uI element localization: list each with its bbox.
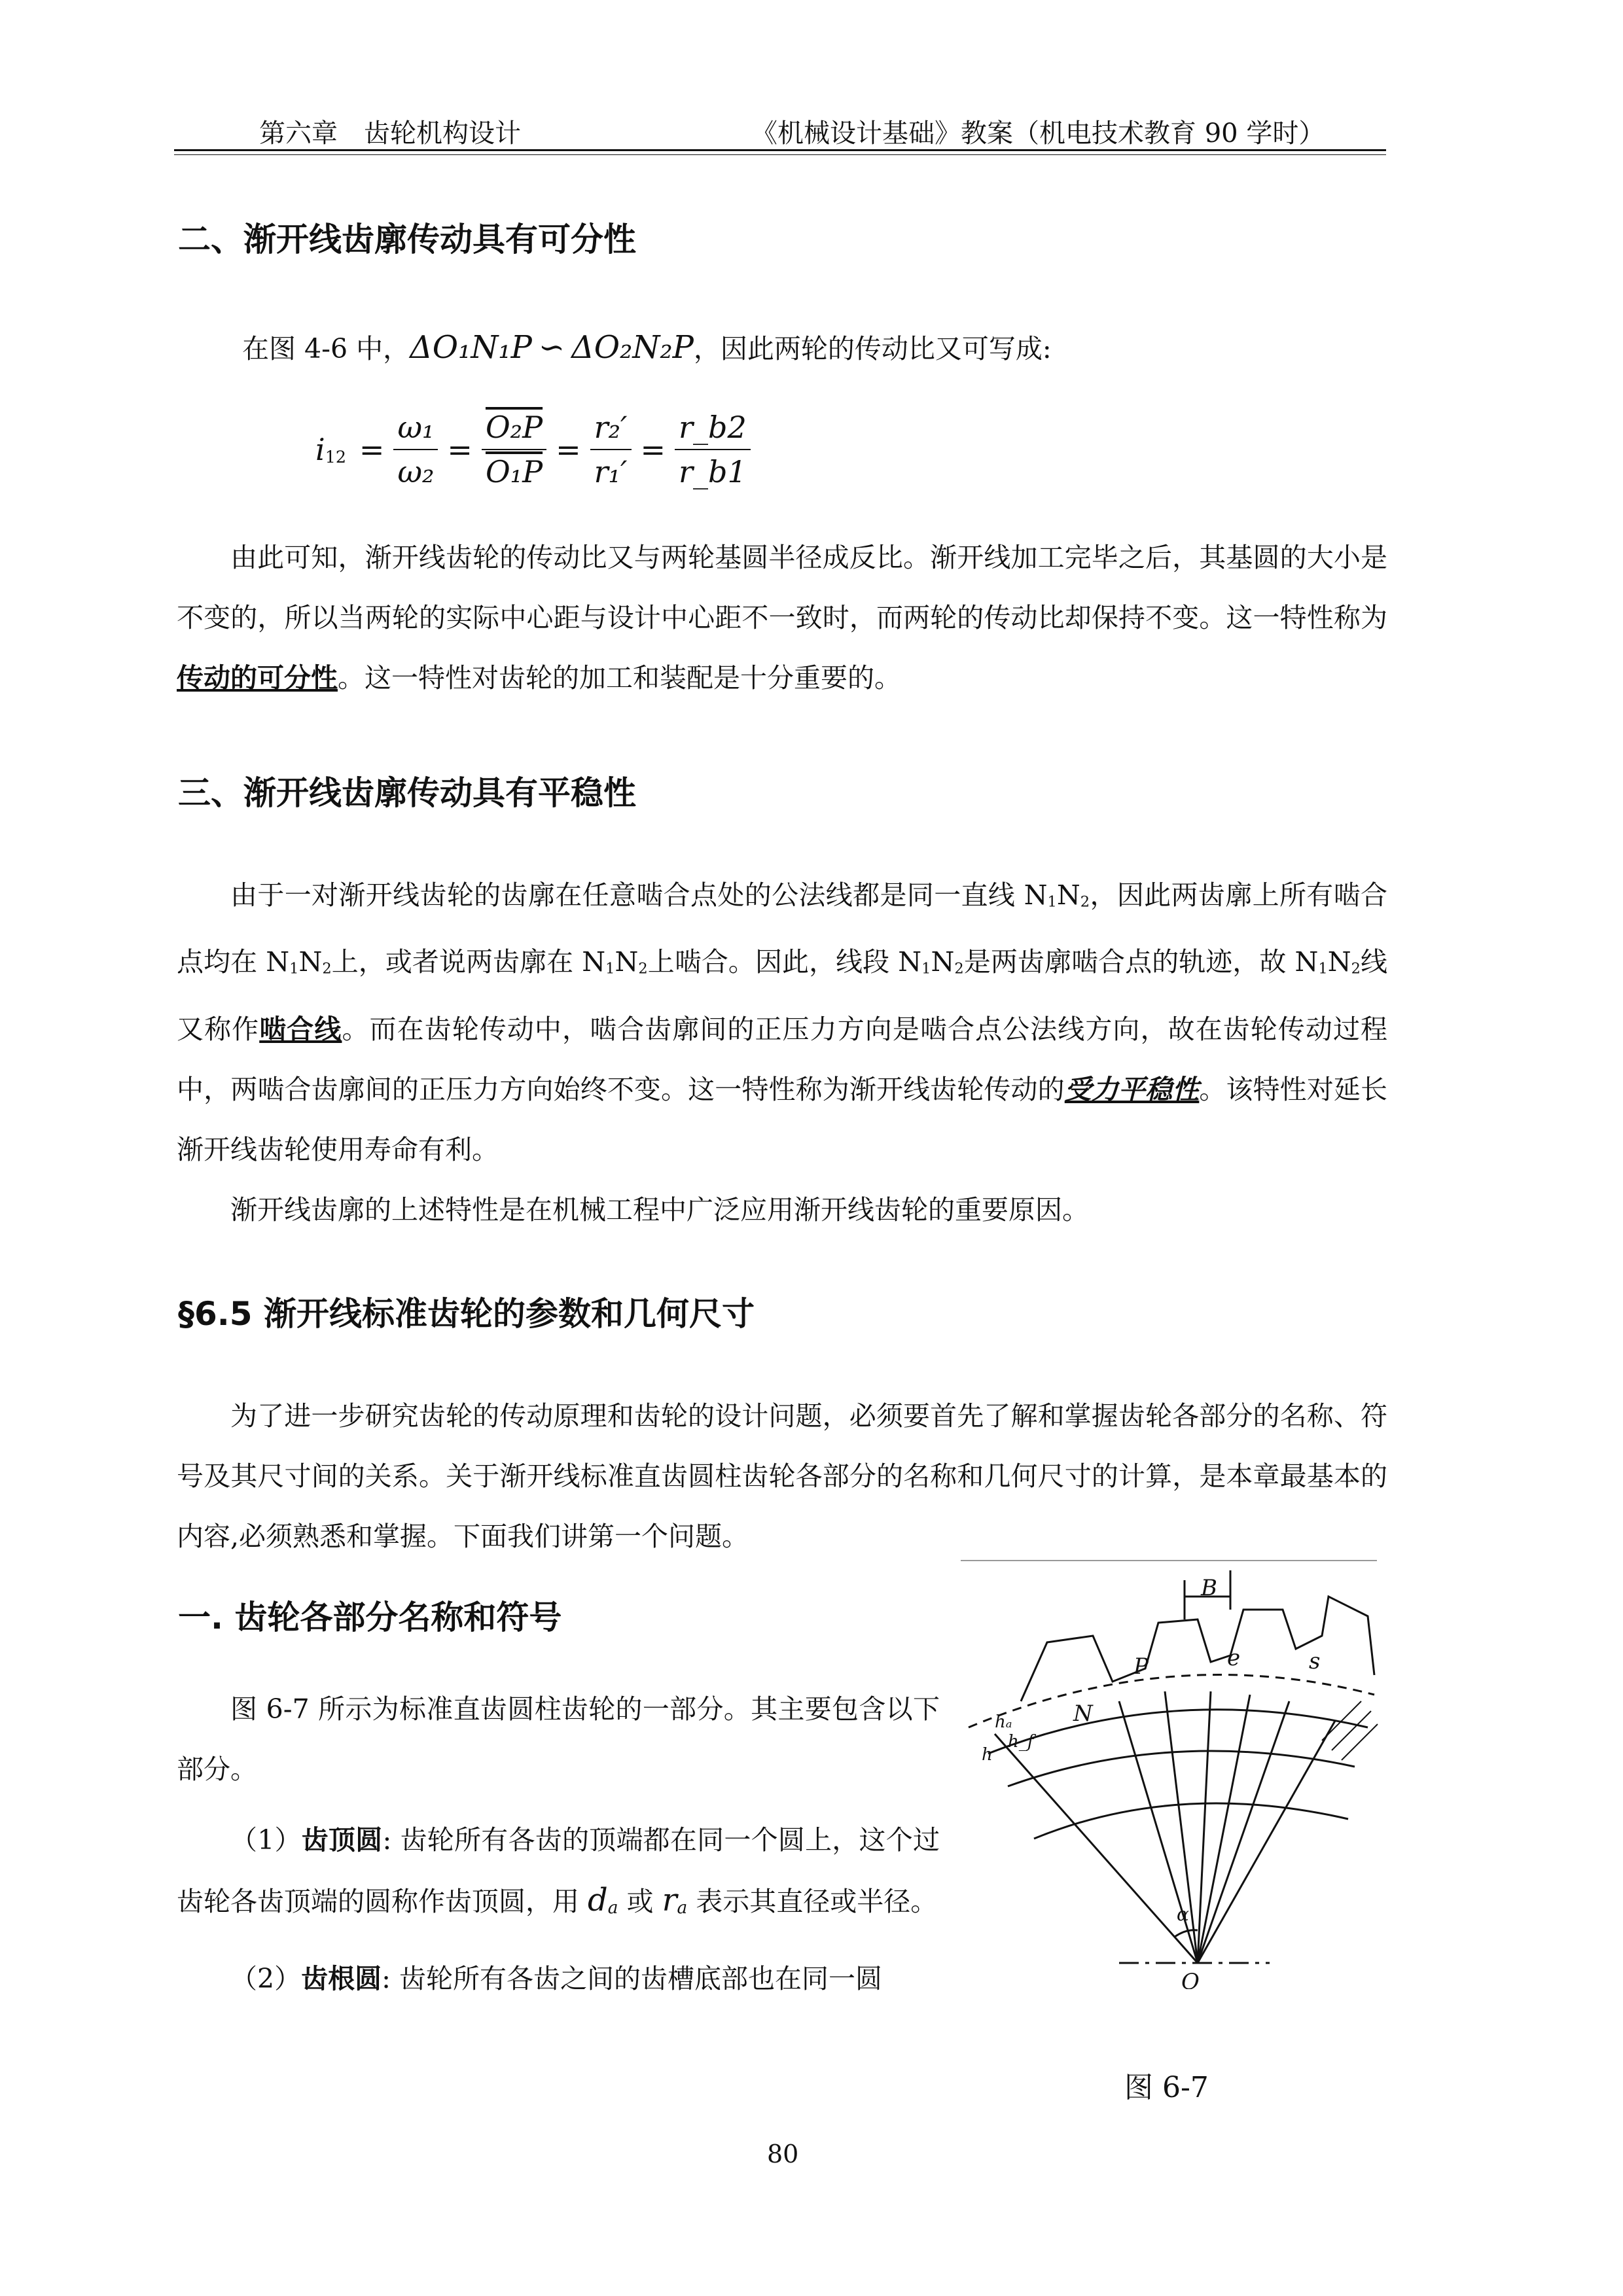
label-tooth-height-h: h (982, 1745, 993, 1765)
gear-diagram-figure (955, 1570, 1387, 1989)
gear-parts-text (177, 1679, 940, 2009)
radial-line-4 (1198, 1691, 1211, 1963)
radial-line-right (1198, 1721, 1335, 1963)
base-circle-arc (1008, 1751, 1355, 1786)
label-pitch-point-p: P (1133, 1653, 1149, 1680)
page-number: 80 (767, 2140, 799, 2168)
section-title-stability: 三、渐开线齿廓传动具有平稳性 (178, 774, 636, 812)
section-6-5-intro: 为了进一步研究齿轮的传动原理和齿轮的设计问题，必须要首先了解和掌握齿轮各部分的名称、符号及其尺寸间的关系。关于渐开线标准直齿圆柱齿轮各部分的名称和几何尺寸的计算，是本章最基本的内容,必须熟悉和掌握。下面我们讲第一个问题。 (177, 1400, 1387, 1552)
intro-prefix: 在图 4-6 中， (242, 333, 410, 364)
radial-line-6 (1198, 1701, 1289, 1963)
label-pressure-angle: α (1177, 1903, 1189, 1925)
section-title-separability: 二、渐开线齿廓传动具有可分性 (178, 221, 636, 258)
label-addendum-ha: hₐ (995, 1712, 1012, 1732)
triangle-o1n1p: ΔO₁N₁P (410, 329, 532, 366)
triangle-o2n2p: ΔO₂N₂P (571, 329, 694, 366)
figure-caption: 图 6-7 (1124, 2071, 1209, 2104)
gear-parts-intro: 图 6-7 所示为标准直齿圆柱齿轮的一部分。其主要包含以下部分。 (177, 1693, 940, 1785)
radial-line-left (995, 1734, 1198, 1963)
header-rule-thin (174, 154, 1386, 155)
omega-fraction: $\frac{\text{ω₁}}{\text{ω₂}}$ (393, 406, 438, 493)
importance-paragraph: 渐开线齿廓的上述特性是在机械工程中广泛应用渐开线齿轮的重要原因。 (230, 1193, 1089, 1226)
triangle-similarity-line (242, 327, 1052, 366)
header-rule (174, 149, 1386, 151)
pitch-radius-fraction: $\frac{\text{r₂′}}{\text{r₁′}}$ (590, 406, 632, 493)
section-title-6-5: §6.5 渐开线标准齿轮的参数和几何尺寸 (178, 1295, 755, 1333)
label-space-width-e: e (1227, 1645, 1241, 1671)
label-dedendum-hf: h_f (1008, 1732, 1034, 1752)
label-point-n: N (1073, 1701, 1093, 1727)
term-separability: 传动的可分性 (177, 662, 338, 694)
term-force-stability: 受力平稳性 (1064, 1073, 1200, 1105)
intro-suffix: ，因此两轮的传动比又可写成: (693, 333, 1052, 364)
label-center-o: O (1181, 1969, 1200, 1989)
addendum-arc (988, 1710, 1368, 1754)
running-header-book: 《机械设计基础》教案（机电技术教育 90 学时） (751, 118, 1325, 149)
i12-symbol: i12 (315, 432, 346, 467)
similar-symbol: ∽ (538, 329, 565, 366)
subsection-title-gear-parts: 一. 齿轮各部分名称和符号 (178, 1598, 562, 1636)
transmission-ratio-formula: i12 = $\frac{\text{ω₁}}{\text{ω₂}}$ = $\frac{\text{O₂P}}{\text{O₁P}}$ = $\frac{\text{r₂′}}{\text{r₁′}}$ = $\frac{r\_b2}{r\_b1}$ (315, 406, 757, 493)
dedendum-arc (1034, 1803, 1348, 1839)
running-header-chapter: 第六章 齿轮机构设计 (259, 118, 521, 149)
label-width-b: B (1201, 1575, 1217, 1601)
base-radius-fraction: $\frac{r\_b2}{r\_b1}$ (675, 406, 751, 493)
separability-paragraph: 由此可知，渐开线齿轮的传动比又与两轮基圆半径成反比。渐开线加工完毕之后，其基圆的大小是不变的，所以当两轮的实际中心距与设计中心距不一致时，而两轮的传动比却保持不变。这一特性称为传动的可分性。这一特性对齿轮的加工和装配是十分重要的。 (177, 542, 1387, 694)
center-distance-fraction: $\frac{\text{O₂P}}{\text{O₁P}}$ (482, 406, 546, 493)
gear-teeth-outline (1021, 1597, 1374, 1701)
stability-paragraph: 由于一对渐开线齿轮的齿廓在任意啮合点处的公法线都是同一直线 N1N2，因此两齿廓上所有啮合点均在 N1N2上，或者说两齿廓在 N1N2上啮合。因此，线段 N1N2是两齿廓啮合点的轨迹，故 N1N2线又称作啮合线。而在齿轮传动中，啮合齿廓间的正压力方向是啮合点公法线方向，故在齿轮传动过程中，两啮合齿廓间的正压力方向始终不变。这一特性称为渐开线齿轮传动的受力平稳性。该特性对延长渐开线齿轮使用寿命有利。 渐开线齿廓的上述特性是在机械工程中广泛应用渐开线齿轮的重要原因。 (177, 865, 1387, 1240)
term-line-of-action: 啮合线 (259, 1013, 342, 1045)
item-addendum-circle: （1）齿顶圆: 齿轮所有各齿的顶端都在同一个圆上，这个过齿轮各齿顶端的圆称作齿顶圆，用 da 或 ra 表示其直径或半径。 (177, 1824, 940, 1918)
item-dedendum-circle: （2）齿根圆: 齿轮所有各齿之间的齿槽底部也在同一圆 (230, 1962, 882, 1994)
label-tooth-thickness-s: s (1309, 1648, 1321, 1674)
radial-line-5 (1198, 1695, 1250, 1963)
figure-top-rule (961, 1560, 1377, 1561)
